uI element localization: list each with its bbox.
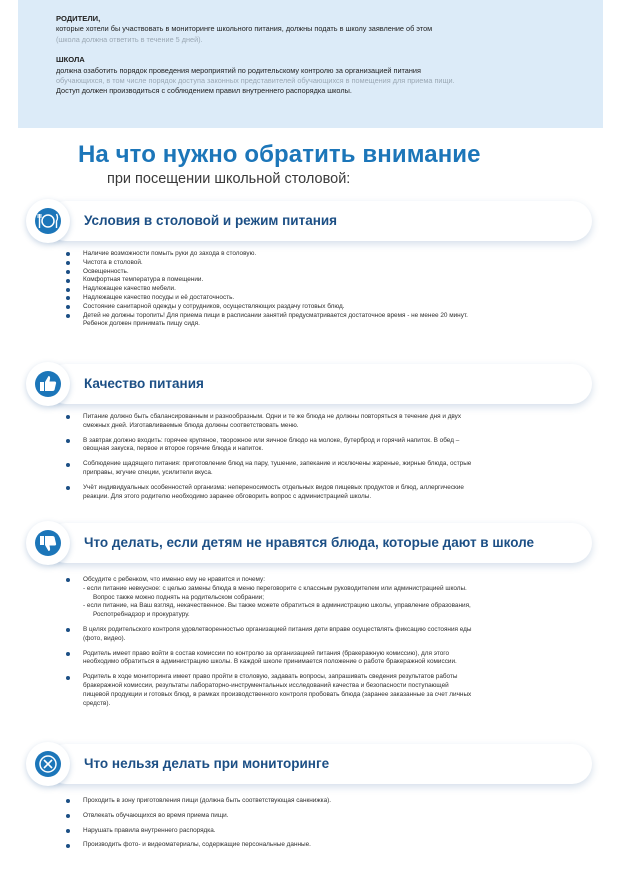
list-item: Питание должно быть сбалансированным и разнообразным. Одни и те же блюда не должны повторяться в течение дня и двух смежных дней. Изготавливаемые блюда должны соответствовать меню. — [66, 413, 596, 431]
list-item: Родитель в ходе мониторинга имеет право пройти в столовую, задавать вопросы, запрашивать сведения результатов работы бракеражной комиссии, результаты лабораторно-инструментальных исследований качества и безопасности поступающей пищевой продукции и готовых блюд, в рамках производственного контроля пробовать блюда (заранее заказанные за счет личных средств). — [66, 673, 596, 708]
section-header-forbidden — [26, 742, 592, 786]
forbidden-list — [66, 797, 596, 850]
thumbs-down-icon — [26, 521, 70, 565]
list-item: Детей не должны торопить! Для приема пищи в расписании занятий предусматривается достаточное время - не менее 20 минут. Ребенок должен принимать пищу сидя. — [66, 312, 596, 330]
info-box — [18, 0, 603, 128]
page-title: На что нужно обратить внимание — [78, 141, 481, 168]
school-text-1: должна озаботить порядок проведения мероприятий по родительскому контролю за организацией питания — [56, 65, 421, 75]
list-item: В целях родительского контроля удовлетворенностью организацией питания дети вправе осуществлять фиксацию состояния еды (фото, видео). — [66, 626, 596, 644]
list-item: Состояние санитарной одежды у сотрудников, осуществляющих раздачу готовых блюд. — [66, 303, 596, 312]
list-item: Соблюдение щадящего питания: приготовление блюд на пару, тушение, запекание и исключены жареные, жирные блюда, острые приправы, жгучие специи, усилители вкуса. — [66, 460, 596, 478]
plate-cutlery-icon — [26, 199, 70, 243]
list-item: Отвлекать обучающихся во время приема пищи. — [66, 812, 596, 821]
school-text-3: Доступ должен производиться с соблюдением правил внутреннего распорядка школы. — [56, 86, 352, 96]
section-title: Качество питания — [84, 376, 204, 391]
list-item: Надлежащее качество мебели. — [66, 285, 596, 294]
list-item: В завтрак должно входить: горячее крупяное, творожное или яичное блюдо на молоке, бутерброд и горячий напиток. В обед – овощная закуска, первое и второе горячие блюда и напиток. — [66, 437, 596, 455]
dislike-list — [66, 576, 596, 708]
thumbs-up-icon — [26, 362, 70, 406]
parents-label: РОДИТЕЛИ, — [56, 14, 101, 23]
list-item: Обсудите с ребенком, что именно ему не нравится и почему: - если питание невкусное: с целью замены блюда в меню переговорите с классным руководителем или администрацией школы. Вопрос также можно поднять на родительском собрании; - если питание, на Ваш взгляд, некачественное. Вы также можете обратиться в администрацию школы, управление образования, Роспотребнадзор и прокуратуру. — [66, 576, 596, 620]
section-header-dislike — [26, 521, 592, 565]
section-header-quality — [26, 362, 592, 406]
school-label: ШКОЛА — [56, 55, 85, 65]
list-item: Учёт индивидуальных особенностей организма: непереносимость отдельных видов пищевых продуктов и блюд, аллергические реакции. Для этого родителю необходимо заранее обговорить вопрос с администрацией школы. — [66, 484, 596, 502]
cross-circle-icon — [26, 742, 70, 786]
list-item: Производить фото- и видеоматериалы, содержащие персональные данные. — [66, 841, 596, 850]
list-item: Чистота в столовой. — [66, 259, 596, 268]
list-item: Родитель имеет право войти в состав комиссии по контролю за организацией питания (бракеражную комиссию), для этого необходимо обратиться в администрацию школы. В каждой школе принимается положение о работе бракеражной комиссии. — [66, 650, 596, 668]
quality-list — [66, 413, 596, 501]
list-item: Освещенность. — [66, 268, 596, 277]
canteen-list — [66, 250, 596, 329]
list-item: Наличие возможности помыть руки до захода в столовую. — [66, 250, 596, 259]
school-block — [56, 55, 589, 97]
page-subtitle: при посещении школьной столовой: — [107, 171, 351, 187]
parents-note: (школа должна ответить в течение 5 дней). — [56, 34, 203, 44]
section-title: Что делать, если детям не нравятся блюда, которые дают в школе — [84, 535, 535, 550]
section-header-canteen — [26, 199, 592, 243]
parents-block — [56, 14, 589, 45]
section-title: Условия в столовой и режим питания — [84, 213, 338, 228]
school-text-2: обучающихся, в том числе порядок доступа законных представителей обучающихся в помещения для приема пищи. — [56, 76, 455, 86]
list-item: Нарушать правила внутреннего распорядка. — [66, 827, 596, 836]
list-item: Надлежащее качество посуды и её достаточность. — [66, 294, 596, 303]
section-title: Что нельзя делать при мониторинге — [84, 756, 330, 771]
list-item: Комфортная температура в помещении. — [66, 276, 596, 285]
parents-text: которые хотели бы участвовать в мониторинге школьного питания, должны подать в школу заявление об этом — [56, 24, 433, 34]
list-item: Проходить в зону приготовления пищи (должна быть соответствующая санкнижка). — [66, 797, 596, 806]
